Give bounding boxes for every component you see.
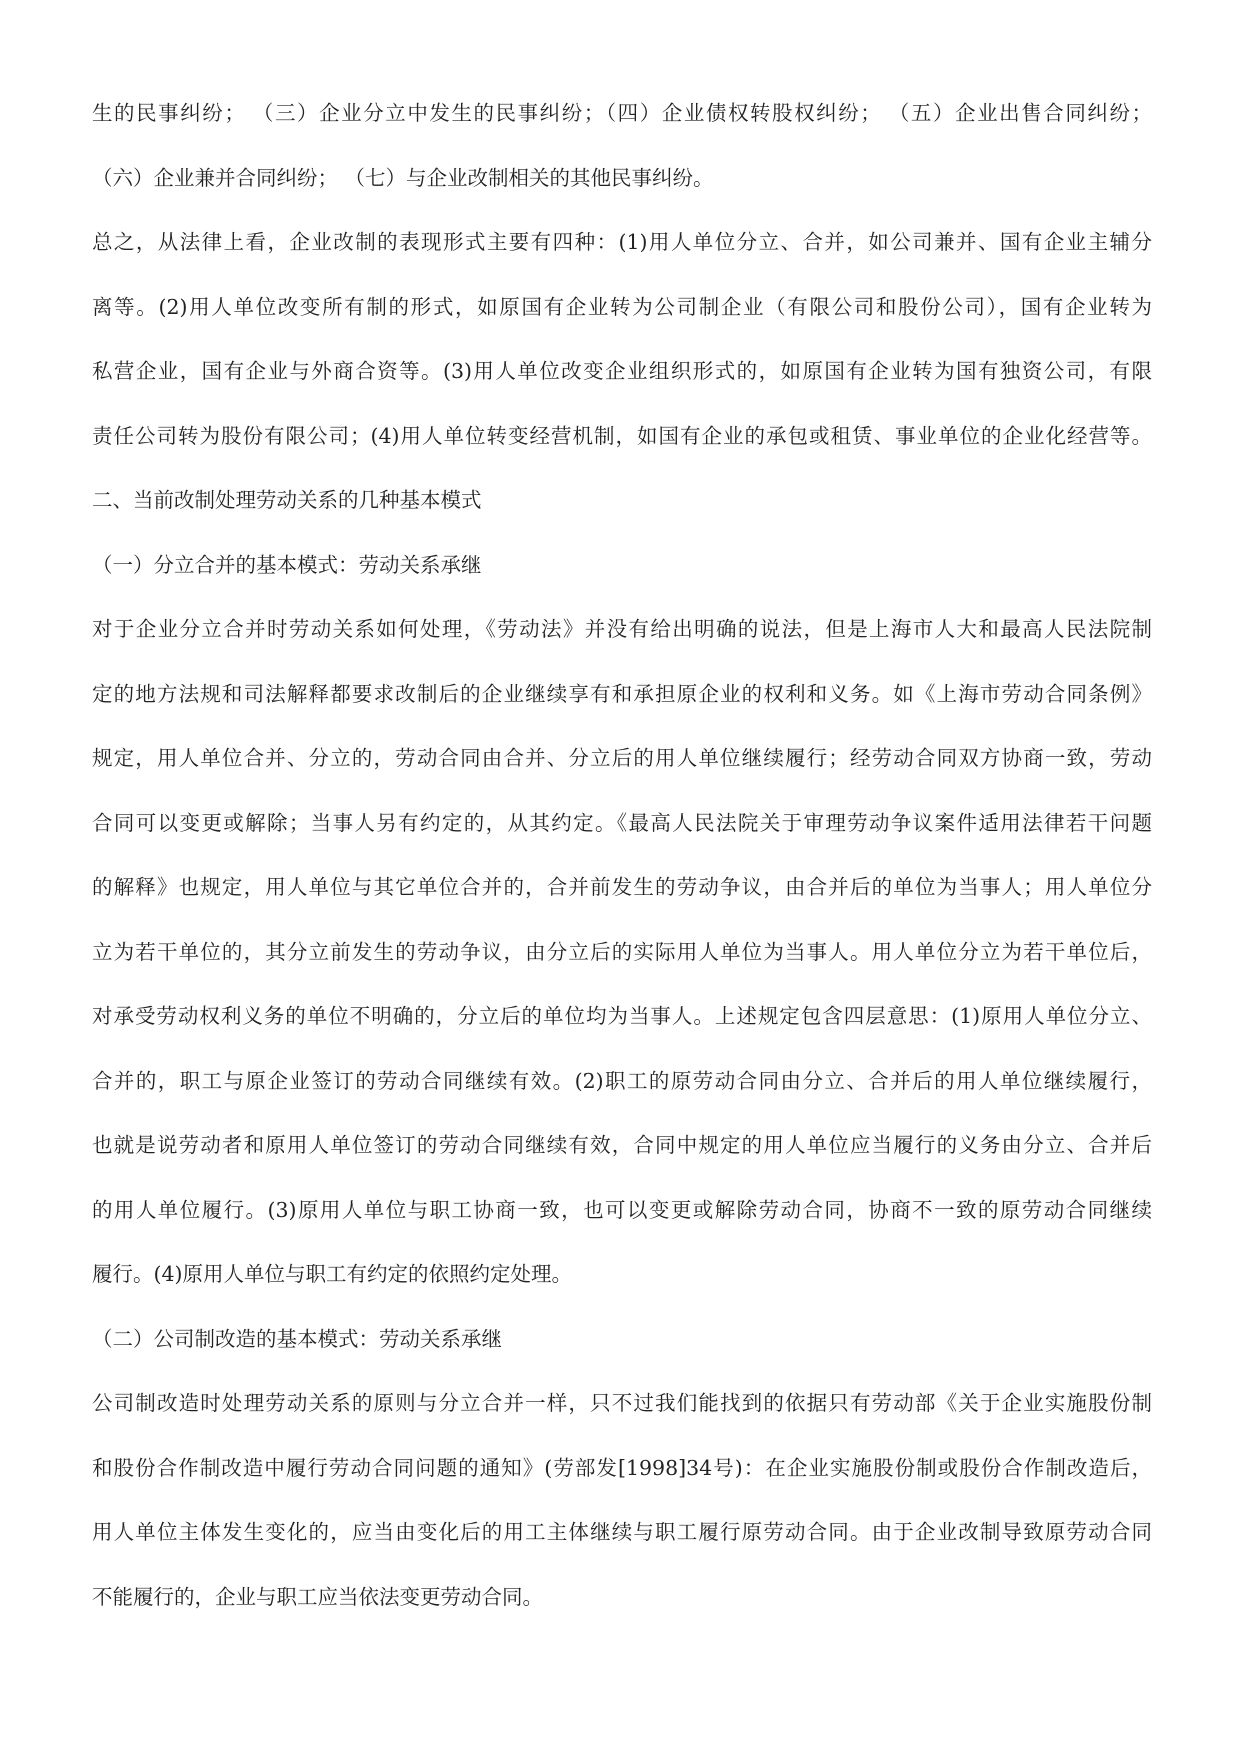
text-line: 和股份合作制改造中履行劳动合同问题的通知》(劳部发[1998]34号)：在企业实施股份制或股份合作制改造后， [92,1455,1152,1480]
text-line: 用人单位主体发生变化的，应当由变化后的用工主体继续与职工履行原劳动合同。由于企业改制导致原劳动合同 [92,1520,1152,1544]
text-line: 立为若干单位的，其分立前发生的劳动争议，由分立后的实际用人单位为当事人。用人单位分立为若干单位后， [92,939,1152,964]
text-line: 生的民事纠纷； （三）企业分立中发生的民事纠纷；（四）企业债权转股权纠纷； （五）企业出售合同纠纷； [92,101,1152,125]
text-line: 总之，从法律上看，企业改制的表现形式主要有四种：(1)用人单位分立、合并，如公司兼并、国有企业主辅分 [92,230,1152,254]
text-line: 履行。(4)原用人单位与职工有约定的依照约定处理。 [92,1262,573,1286]
text-line: （六）企业兼并合同纠纷； （七）与企业改制相关的其他民事纠纷。 [92,165,714,190]
text-line: 不能履行的，企业与职工应当依法变更劳动合同。 [92,1584,543,1609]
text-line: 的解释》也规定，用人单位与其它单位合并的，合并前发生的劳动争议，由合并后的单位为当事人；用人单位分 [92,875,1152,899]
subsection-heading: （一）分立合并的基本模式：劳动关系承继 [92,552,482,577]
document-page [92,95,1152,1643]
text-line: 公司制改造时处理劳动关系的原则与分立合并一样，只不过我们能找到的依据只有劳动部《关于企业实施股份制 [92,1391,1152,1415]
text-line: 定的地方法规和司法解释都要求改制后的企业继续享有和承担原企业的权利和义务。如《上海市劳动合同条例》 [92,681,1152,706]
text-line: 合并的，职工与原企业签订的劳动合同继续有效。(2)职工的原劳动合同由分立、合并后的用人单位继续履行， [92,1068,1152,1093]
text-line: 对于企业分立合并时劳动关系如何处理，《劳动法》并没有给出明确的说法，但是上海市人大和最高人民法院制 [92,617,1152,641]
text-line: 的用人单位履行。(3)原用人单位与职工协商一致，也可以变更或解除劳动合同，协商不一致的原劳动合同继续 [92,1197,1152,1222]
text-line: 责任公司转为股份有限公司；(4)用人单位转变经营机制，如国有企业的承包或租赁、事业单位的企业化经营等。 [92,423,1152,448]
text-line: 私营企业，国有企业与外商合资等。(3)用人单位改变企业组织形式的，如原国有企业转为国有独资公司，有限 [92,359,1152,383]
text-line: 也就是说劳动者和原用人单位签订的劳动合同继续有效，合同中规定的用人单位应当履行的义务由分立、合并后 [92,1133,1152,1157]
text-line: 对承受劳动权利义务的单位不明确的，分立后的单位均为当事人。上述规定包含四层意思：(1)原用人单位分立、 [92,1004,1152,1028]
text-line: 合同可以变更或解除；当事人另有约定的，从其约定。《最高人民法院关于审理劳动争议案件适用法律若干问题 [92,810,1152,835]
text-line: 规定，用人单位合并、分立的，劳动合同由合并、分立后的用人单位继续履行；经劳动合同双方协商一致，劳动 [92,746,1152,770]
subsection-heading: （二）公司制改造的基本模式：劳动关系承继 [92,1326,502,1351]
text-line: 离等。(2)用人单位改变所有制的形式，如原国有企业转为公司制企业（有限公司和股份公司），国有企业转为 [92,294,1152,319]
section-heading: 二、当前改制处理劳动关系的几种基本模式 [92,488,482,512]
